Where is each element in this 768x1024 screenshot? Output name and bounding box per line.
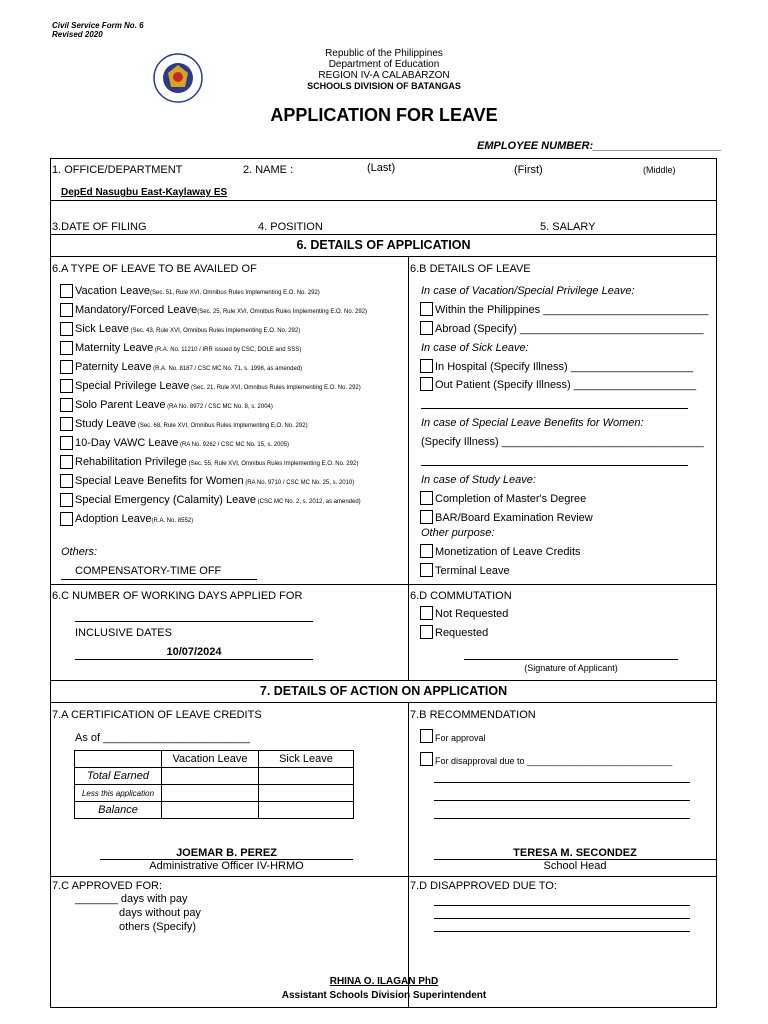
credits-row-balance: Balance	[74, 801, 162, 819]
header-line3: REGION IV-A CALABARZON	[318, 70, 450, 81]
deped-seal-icon	[153, 53, 203, 103]
section6d-title: 6.D COMMUTATION	[410, 590, 512, 602]
leave-type-label: Paternity Leave	[75, 361, 152, 373]
for-approval-label: For approval	[435, 733, 486, 743]
abroad-label: Abroad (Specify) ______________________________	[435, 323, 704, 335]
leave-type-checkbox[interactable]	[60, 417, 73, 431]
credits-row-earned: Total Earned	[74, 767, 162, 785]
leave-type-label: Special Leave Benefits for Women	[75, 475, 244, 487]
section7a-title: 7.A CERTIFICATION OF LEAVE CREDITS	[52, 709, 262, 721]
monetization-label: Monetization of Leave Credits	[435, 546, 581, 558]
for-disapproval-checkbox[interactable]	[420, 752, 433, 766]
requested-label: Requested	[435, 627, 489, 639]
in-hospital-checkbox[interactable]	[420, 359, 433, 373]
section6c-title: 6.C NUMBER OF WORKING DAYS APPLIED FOR	[52, 590, 303, 602]
leave-type-item	[75, 361, 302, 373]
credits-balance-vacation[interactable]	[161, 801, 259, 819]
inclusive-dates-value[interactable]: 10/07/2024	[166, 646, 222, 658]
leave-type-reference: (R.A. No. 11210 / IRR issued by CSC, DOLE and SSS)	[153, 347, 302, 353]
leave-type-reference: (R.A. No. 8187 / CSC MC No. 71, s. 1998, as amended)	[151, 366, 303, 372]
section6b-title: 6.B DETAILS OF LEAVE	[410, 263, 531, 275]
bar-review-label: BAR/Board Examination Review	[435, 512, 593, 524]
within-philippines-label: Within the Philippines ___________________________	[435, 304, 709, 316]
credits-less-sick[interactable]	[258, 784, 354, 802]
women-heading: In case of Special Leave Benefits for Women:	[421, 417, 644, 429]
leave-type-checkbox[interactable]	[60, 474, 73, 488]
signature-of-applicant-label: (Signature of Applicant)	[524, 663, 618, 673]
credits-row-less: Less this application	[74, 784, 162, 802]
salary-label: 5. SALARY	[540, 221, 596, 233]
section6-title: 6. DETAILS OF APPLICATION	[296, 238, 471, 252]
form-revised: Revised 2020	[52, 30, 103, 39]
asds-title: Assistant Schools Division Superintendent	[281, 990, 487, 1001]
office-value[interactable]: DepEd Nasugbu East-Kaylaway ES	[61, 187, 228, 198]
leave-type-label: Study Leave	[75, 418, 137, 430]
leave-type-checkbox[interactable]	[60, 493, 73, 507]
last-label: (Last)	[367, 162, 396, 174]
leave-type-item	[75, 304, 367, 316]
study-heading: In case of Study Leave:	[421, 474, 536, 486]
credits-col-vacation: Vacation Leave	[161, 750, 259, 768]
leave-type-checkbox[interactable]	[60, 303, 73, 317]
leave-type-checkbox[interactable]	[60, 455, 73, 469]
leave-type-checkbox[interactable]	[60, 512, 73, 526]
form-code: Civil Service Form No. 6	[52, 21, 144, 30]
leave-type-checkbox[interactable]	[60, 379, 73, 393]
header-line2: Department of Education	[328, 59, 440, 70]
leave-type-reference: (Sec. 21, Rule XVI, Omnibus Rules Implementing E.O. No. 292)	[189, 385, 361, 391]
leave-type-item	[75, 418, 308, 430]
vacation-heading: In case of Vacation/Special Privilege Leave:	[421, 285, 635, 297]
hrmo-name: JOEMAR B. PEREZ	[176, 847, 277, 859]
inclusive-dates-label: INCLUSIVE DATES	[75, 627, 172, 639]
leave-type-item	[75, 323, 300, 335]
not-requested-checkbox[interactable]	[420, 606, 433, 620]
leave-type-reference: (Sec. 43, Rule XVI, Omnibus Rules Implementing E.O. No. 292)	[128, 328, 301, 334]
leave-type-label: Sick Leave	[75, 323, 129, 335]
credits-balance-sick[interactable]	[258, 801, 354, 819]
for-approval-checkbox[interactable]	[420, 729, 433, 743]
leave-type-item	[75, 285, 320, 297]
leave-type-item	[75, 475, 354, 487]
leave-type-item	[75, 437, 289, 449]
asds-name: RHINA O. ILAGAN PhD	[329, 976, 439, 987]
header-line4: SCHOOLS DIVISION OF BATANGAS	[307, 81, 461, 91]
middle-label: (Middle)	[643, 165, 676, 175]
section7-title: 7. DETAILS OF ACTION ON APPLICATION	[259, 684, 508, 698]
employee-number-label: EMPLOYEE NUMBER:_____________________	[477, 140, 722, 152]
others-value[interactable]: COMPENSATORY-TIME OFF	[75, 565, 222, 577]
leave-type-checkbox[interactable]	[60, 322, 73, 336]
leave-type-reference: (RA No. 9710 / CSC MC No. 25, s. 2010)	[243, 480, 355, 486]
leave-type-label: Adoption Leave	[75, 513, 152, 525]
name-label: 2. NAME :	[243, 164, 294, 176]
leave-type-label: Vacation Leave	[75, 285, 151, 297]
leave-type-reference: (RA No. 9262 / CSC MC No. 15, s. 2005)	[178, 442, 290, 448]
in-hospital-label: In Hospital (Specify Illness) ____________________	[435, 361, 694, 373]
credits-less-vacation[interactable]	[161, 784, 259, 802]
credits-earned-vacation[interactable]	[161, 767, 259, 785]
for-disapproval-label: For disapproval due to _____________________________	[435, 756, 673, 766]
leave-type-reference: (Sec. 55, Rule XVI, Omnibus Rules Implementing E.O. No. 292)	[186, 461, 359, 467]
credits-table-corner	[74, 750, 162, 768]
out-patient-checkbox[interactable]	[420, 377, 433, 391]
leave-type-reference: (R.A. No. 8552)	[151, 518, 194, 524]
office-label: 1. OFFICE/DEPARTMENT	[52, 164, 183, 176]
credits-earned-sick[interactable]	[258, 767, 354, 785]
requested-checkbox[interactable]	[420, 625, 433, 639]
terminal-leave-label: Terminal Leave	[435, 565, 510, 577]
form-title: APPLICATION FOR LEAVE	[270, 105, 498, 125]
leave-type-checkbox[interactable]	[60, 398, 73, 412]
date-of-filing-label: 3.DATE OF FILING	[52, 221, 147, 233]
terminal-leave-checkbox[interactable]	[420, 563, 433, 577]
leave-type-label: 10-Day VAWC Leave	[75, 437, 179, 449]
leave-type-item	[75, 399, 273, 411]
leave-type-label: Solo Parent Leave	[75, 399, 166, 411]
days-with-pay-label: _______ days with pay	[75, 893, 188, 905]
leave-type-item	[75, 380, 361, 392]
sick-heading: In case of Sick Leave:	[421, 342, 529, 354]
leave-type-reference: (Sec. 68, Rule XVI, Omnibus Rules Implementing E.O. No. 292)	[136, 423, 308, 429]
other-purpose-label: Other purpose:	[421, 527, 495, 539]
leave-type-item	[75, 456, 358, 468]
others-specify-label: others (Specify)	[119, 921, 197, 933]
leave-type-item	[75, 342, 301, 354]
leave-type-reference: (Sec. 25, Rule XVI, Omnibus Rules Implementing E.O. No. 292)	[197, 309, 368, 315]
specify-illness-label: (Specify Illness) _________________________________	[421, 436, 704, 448]
leave-type-label: Special Privilege Leave	[75, 380, 190, 392]
leave-type-label: Maternity Leave	[75, 342, 154, 354]
first-label: (First)	[514, 164, 543, 176]
header-line1: Republic of the Philippines	[325, 48, 443, 59]
monetization-checkbox[interactable]	[420, 544, 433, 558]
masters-checkbox[interactable]	[420, 491, 433, 505]
out-patient-label: Out Patient (Specify Illness) ____________________	[435, 379, 697, 391]
leave-type-checkbox[interactable]	[60, 341, 73, 355]
others-label: Others:	[61, 546, 98, 558]
credits-col-sick: Sick Leave	[258, 750, 354, 768]
leave-type-label: Mandatory/Forced Leave	[75, 304, 198, 316]
within-philippines-checkbox[interactable]	[420, 302, 433, 316]
position-label: 4. POSITION	[258, 221, 323, 233]
leave-type-checkbox[interactable]	[60, 284, 73, 298]
leave-type-checkbox[interactable]	[60, 436, 73, 450]
section7b-title: 7.B RECOMMENDATION	[410, 709, 536, 721]
leave-type-reference: (Sec. 51, Rule XVI, Omnibus Rules Implementing E.O. No. 292)	[150, 290, 320, 296]
as-of-label: As of ________________________	[75, 732, 250, 744]
section7d-title: 7.D DISAPPROVED DUE TO:	[410, 880, 557, 892]
school-head-title: School Head	[543, 860, 607, 872]
days-without-pay-label: days without pay	[119, 907, 201, 919]
leave-type-item	[75, 513, 193, 525]
leave-type-label: Rehabilitation Privilege	[75, 456, 187, 468]
leave-type-reference: (RA No. 8972 / CSC MC No. 8, s. 2004)	[165, 404, 273, 410]
hrmo-title: Administrative Officer IV-HRMO	[149, 860, 304, 872]
not-requested-label: Not Requested	[435, 608, 509, 620]
leave-type-checkbox[interactable]	[60, 360, 73, 374]
leave-type-item	[75, 494, 361, 506]
section7c-title: 7.C APPROVED FOR:	[52, 880, 163, 892]
leave-type-label: Special Emergency (Calamity) Leave	[75, 494, 256, 506]
bar-review-checkbox[interactable]	[420, 510, 433, 524]
leave-type-reference: (CSC MC No. 2, s. 2012, as amended)	[255, 499, 361, 505]
section6a-title: 6.A TYPE OF LEAVE TO BE AVAILED OF	[52, 263, 257, 275]
abroad-checkbox[interactable]	[420, 321, 433, 335]
masters-label: Completion of Master's Degree	[435, 493, 587, 505]
school-head-name: TERESA M. SECONDEZ	[513, 847, 637, 859]
